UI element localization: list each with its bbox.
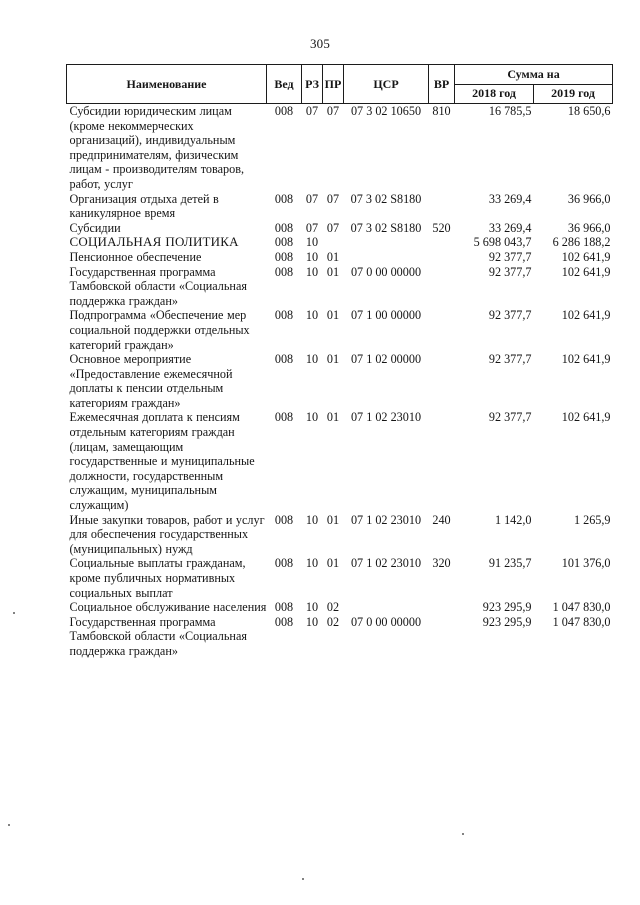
header-year-2019: 2019 год	[534, 84, 613, 104]
row-ved: 008	[274, 104, 294, 118]
row-rz: 10	[305, 264, 319, 279]
row-sum-2019: 102 641,9	[561, 352, 611, 367]
row-name: Ежемесячная доплата к пенсиям отдельным категориям граждан (лицам, замещающим государственные и муниципальные должности, государственным служащим, муниципальным служащим)	[69, 410, 255, 513]
row-name: Социальное обслуживание населения	[69, 600, 267, 615]
row-pr: 02	[326, 600, 340, 615]
row-sum-2019: 1 265,9	[573, 512, 611, 527]
table-row	[67, 250, 613, 265]
row-vr	[429, 250, 455, 265]
row-name: Государственная программа Тамбовской области «Социальная поддержка граждан»	[69, 264, 247, 308]
row-ved: 008	[274, 191, 294, 206]
row-name: Социальные выплаты гражданам, кроме публичных нормативных социальных выплат	[69, 556, 246, 600]
row-csr	[344, 600, 429, 615]
row-sum-2018: 5 698 043,7	[473, 235, 532, 250]
row-rz: 07	[305, 220, 319, 235]
budget-table	[66, 64, 613, 659]
row-ved: 008	[274, 614, 294, 629]
row-name: Субсидии юридическим лицам (кроме некоммерческих организаций), индивидуальным предпринимателям, физическим лицам - производителям товаров, работ, услуг	[69, 104, 245, 191]
row-name: Субсидии	[69, 220, 121, 235]
row-pr: 01	[326, 512, 340, 527]
row-ved: 008	[274, 264, 294, 279]
row-csr	[344, 250, 429, 265]
row-sum-2019: 36 966,0	[567, 191, 611, 206]
row-sum-2019: 36 966,0	[567, 220, 611, 235]
row-name: СОЦИАЛЬНАЯ ПОЛИТИКА	[69, 234, 239, 250]
header-csr: ЦСР	[344, 65, 429, 104]
row-name: Организация отдыха детей в каникулярное время	[69, 191, 219, 221]
row-ved: 008	[274, 352, 294, 367]
scan-speck	[8, 824, 10, 826]
row-sum-2018: 92 377,7	[488, 264, 532, 279]
header-ved: Вед	[267, 65, 302, 104]
row-vr	[429, 410, 455, 512]
row-csr: 07 1 02 23010	[350, 410, 422, 425]
table-row	[67, 352, 613, 410]
row-vr	[429, 600, 455, 615]
row-sum-2019: 1 047 830,0	[552, 600, 611, 615]
row-pr: 01	[326, 556, 340, 571]
row-rz: 10	[305, 600, 319, 615]
header-pr: ПР	[323, 65, 344, 104]
row-sum-2019: 6 286 188,2	[552, 235, 611, 250]
row-ved: 008	[274, 600, 294, 615]
row-sum-2018: 923 295,9	[482, 600, 532, 615]
header-name: Наименование	[67, 65, 267, 104]
row-ved: 008	[274, 556, 294, 571]
row-sum-2018: 16 785,5	[488, 104, 532, 118]
row-sum-2018: 923 295,9	[482, 614, 532, 629]
row-vr: 810	[432, 104, 451, 118]
row-ved: 008	[274, 220, 294, 235]
row-name: Иные закупки товаров, работ и услуг для обеспечения государственных (муниципальных) нужд	[69, 512, 265, 556]
row-rz: 10	[305, 512, 319, 527]
header-rz: РЗ	[302, 65, 323, 104]
table-row	[67, 513, 613, 557]
row-csr: 07 0 00 00000	[350, 614, 422, 629]
row-sum-2019: 102 641,9	[561, 264, 611, 279]
row-sum-2019: 102 641,9	[561, 308, 611, 323]
row-csr: 07 1 02 23010	[350, 556, 422, 571]
row-csr: 07 3 02 S8180	[350, 191, 422, 206]
row-rz: 07	[305, 191, 319, 206]
row-sum-2018: 92 377,7	[488, 249, 532, 264]
table-row	[67, 556, 613, 600]
row-vr	[429, 308, 455, 352]
scan-speck	[302, 878, 304, 880]
row-sum-2018: 33 269,4	[488, 220, 532, 235]
row-rz: 10	[305, 410, 319, 425]
row-name: Пенсионное обеспечение	[69, 249, 202, 264]
row-ved: 008	[274, 512, 294, 527]
header-vr: ВР	[429, 65, 455, 104]
table-row	[67, 265, 613, 309]
table-header	[67, 65, 613, 104]
row-pr: 01	[326, 352, 340, 367]
table-row	[67, 308, 613, 352]
row-csr	[344, 235, 429, 250]
table-body	[67, 104, 613, 659]
row-vr: 520	[432, 220, 451, 235]
row-vr	[429, 235, 455, 250]
scan-speck	[462, 833, 464, 835]
row-pr: 01	[326, 410, 340, 425]
row-sum-2018: 92 377,7	[488, 308, 532, 323]
row-csr: 07 1 00 00000	[350, 308, 422, 323]
row-sum-2019: 18 650,6	[567, 104, 611, 118]
row-name: Основное мероприятие «Предоставление ежемесячной доплаты к пенсии отдельным категориям граждан»	[69, 352, 233, 410]
row-vr	[429, 265, 455, 309]
table-row	[67, 221, 613, 236]
row-pr	[323, 235, 344, 250]
row-sum-2019: 102 641,9	[561, 249, 611, 264]
row-name: Государственная программа Тамбовской области «Социальная поддержка граждан»	[69, 614, 247, 658]
row-ved: 008	[274, 235, 294, 250]
row-vr	[429, 615, 455, 659]
row-pr: 07	[326, 220, 340, 235]
row-pr: 02	[326, 614, 340, 629]
row-rz: 10	[305, 352, 319, 367]
table-row	[67, 104, 613, 192]
header-year-2018: 2018 год	[455, 84, 534, 104]
table-row	[67, 600, 613, 615]
table-row	[67, 192, 613, 221]
row-sum-2019: 1 047 830,0	[552, 614, 611, 629]
table-row	[67, 235, 613, 250]
row-rz: 10	[305, 249, 319, 264]
row-rz: 10	[305, 235, 319, 250]
row-vr	[429, 192, 455, 221]
row-pr: 07	[326, 191, 340, 206]
row-sum-2018: 92 377,7	[488, 410, 532, 425]
table-row	[67, 615, 613, 659]
scan-speck	[13, 612, 15, 614]
row-pr: 01	[326, 249, 340, 264]
row-csr: 07 0 00 00000	[350, 264, 422, 279]
row-vr: 240	[432, 512, 451, 527]
row-sum-2018: 91 235,7	[488, 556, 532, 571]
row-csr: 07 3 02 S8180	[350, 220, 422, 235]
row-sum-2018: 33 269,4	[488, 191, 532, 206]
row-rz: 10	[305, 308, 319, 323]
row-vr: 320	[432, 556, 451, 571]
row-ved: 008	[274, 249, 294, 264]
row-csr: 07 1 02 23010	[350, 512, 422, 527]
row-vr	[429, 352, 455, 410]
row-pr: 01	[326, 308, 340, 323]
row-ved: 008	[274, 410, 294, 425]
row-name: Подпрограмма «Обеспечение мер социальной поддержки отдельных категорий граждан»	[69, 308, 250, 352]
row-csr: 07 3 02 10650	[350, 104, 422, 118]
row-sum-2018: 92 377,7	[488, 352, 532, 367]
row-rz: 07	[305, 104, 319, 118]
row-sum-2018: 1 142,0	[494, 512, 532, 527]
row-csr: 07 1 02 00000	[350, 352, 422, 367]
table-row	[67, 410, 613, 512]
row-rz: 10	[305, 556, 319, 571]
row-sum-2019: 102 641,9	[561, 410, 611, 425]
header-sum: Сумма на	[455, 65, 613, 85]
row-rz: 10	[305, 614, 319, 629]
row-ved: 008	[274, 308, 294, 323]
row-pr: 07	[326, 104, 340, 118]
row-sum-2019: 101 376,0	[561, 556, 611, 571]
row-pr: 01	[326, 264, 340, 279]
page-number: 305	[309, 36, 331, 51]
